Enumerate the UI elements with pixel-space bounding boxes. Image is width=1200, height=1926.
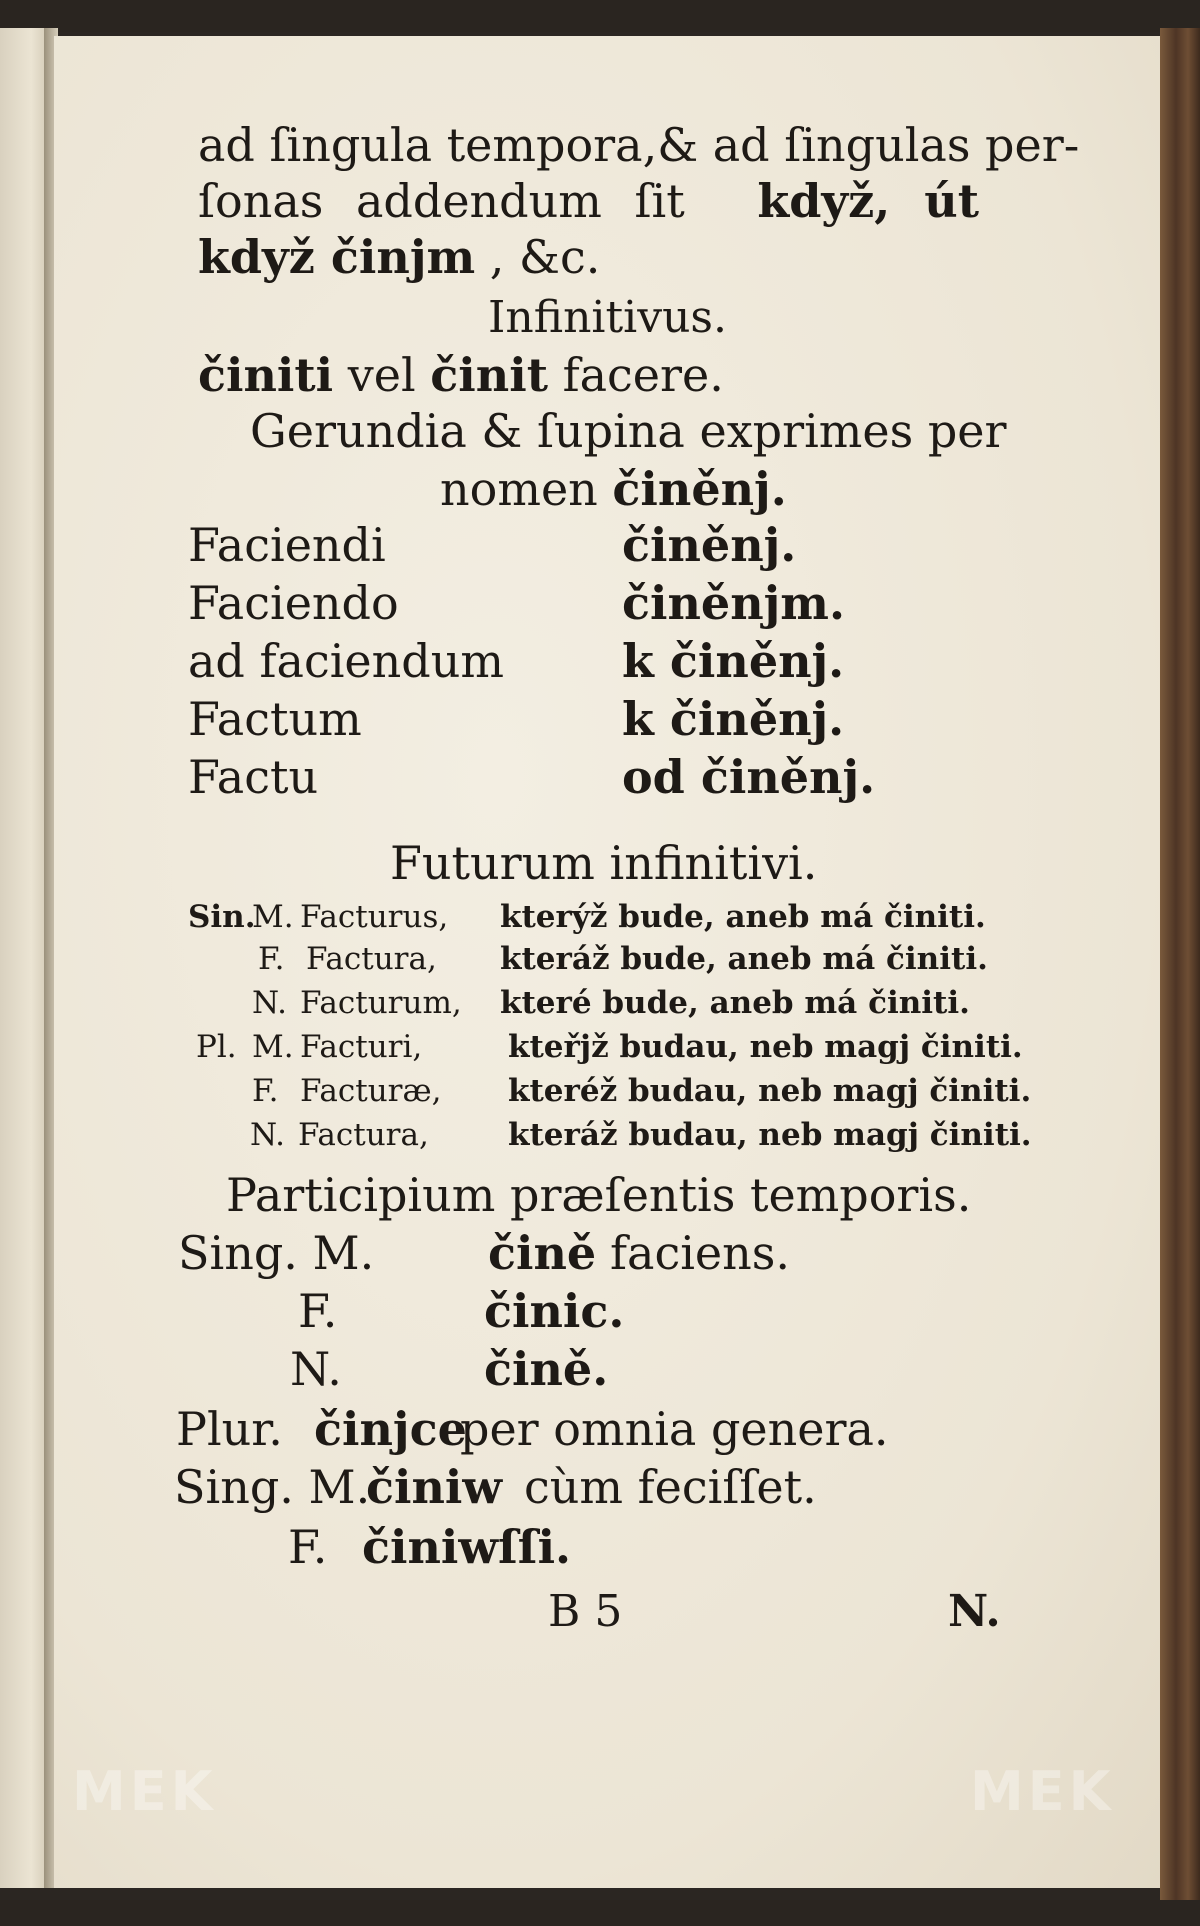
gerund-czech: k činěnj. xyxy=(622,692,845,746)
watermark-right: MEK xyxy=(970,1760,1115,1823)
text-line-5-latin: facere. xyxy=(562,348,724,402)
futurum-latin: Facturæ, xyxy=(300,1073,442,1109)
participium-czech: činjce xyxy=(314,1402,467,1456)
futurum-czech: kteréž budau, neb magj činiti. xyxy=(508,1073,1032,1109)
futurum-gender: M. xyxy=(252,1029,294,1065)
futurum-gender: M. xyxy=(252,899,294,935)
futurum-latin: Factura, xyxy=(306,941,437,977)
text-line-6: Gerundia & ſupina exprimes per xyxy=(250,404,1007,458)
futurum-czech: které bude, aneb má činiti. xyxy=(500,985,970,1021)
heading-infinitivus: Infinitivus. xyxy=(488,292,727,343)
scan-bottom-border xyxy=(0,1900,1200,1926)
book-binding-edge xyxy=(1160,28,1200,1900)
futurum-gender: F. xyxy=(252,1073,279,1109)
watermark-left: MEK xyxy=(72,1760,217,1823)
text-line-5 xyxy=(198,348,724,402)
participium-latin: per omnia genera. xyxy=(460,1402,889,1456)
futurum-number: Pl. xyxy=(196,1029,237,1065)
text-line-5-czech-b: činit xyxy=(430,348,548,402)
text-line-1: ad ſingula tempora,& ad ſingulas per- xyxy=(198,118,1080,172)
gerund-czech: činěnjm. xyxy=(622,576,845,630)
participium-label: Plur. xyxy=(176,1402,283,1456)
futurum-czech: kteráž bude, aneb má činiti. xyxy=(500,941,988,977)
text-line-7 xyxy=(440,462,787,516)
text-line-2-latin: ſonas addendum ſit xyxy=(198,174,685,228)
signature-mark: B 5 xyxy=(548,1586,623,1637)
futurum-czech: kterýž bude, aneb má činiti. xyxy=(500,899,986,935)
gerund-czech: činěnj. xyxy=(622,518,797,572)
text-line-3 xyxy=(198,230,601,284)
text-line-5-czech-a: činiti xyxy=(198,348,334,402)
gerund-latin: Faciendo xyxy=(188,576,399,630)
text-line-7-czech: činěnj. xyxy=(612,462,787,516)
futurum-gender: N. xyxy=(250,1117,285,1153)
text-line-5-vel: vel xyxy=(347,348,416,402)
text-line-3-czech: když činjm xyxy=(198,230,476,284)
catchword: N. xyxy=(948,1586,1001,1637)
text-line-7-latin: nomen xyxy=(440,462,598,516)
gerund-latin: Faciendi xyxy=(188,518,386,572)
participium-label: Sing. M. xyxy=(174,1460,371,1514)
participium-czech: činiwſſi. xyxy=(362,1520,572,1574)
participium-latin: cùm feciſſet. xyxy=(524,1460,817,1514)
participium-label: Sing. M. xyxy=(178,1226,375,1280)
futurum-czech: kteřjž budau, neb magj činiti. xyxy=(508,1029,1023,1065)
participium-latin: faciens. xyxy=(610,1226,791,1280)
futurum-gender: N. xyxy=(252,985,287,1021)
participium-czech: činic. xyxy=(484,1284,625,1338)
futurum-latin: Facturum, xyxy=(300,985,462,1021)
heading-participium: Participium præſentis temporis. xyxy=(226,1168,972,1222)
futurum-czech: kteráž budau, neb magj činiti. xyxy=(508,1117,1032,1153)
participium-czech: činiw xyxy=(366,1460,503,1514)
participium-label: F. xyxy=(298,1284,338,1338)
gerund-czech: od činěnj. xyxy=(622,750,876,804)
gerund-czech: k činěnj. xyxy=(622,634,845,688)
futurum-latin: Factura, xyxy=(298,1117,429,1153)
participium-czech: čině. xyxy=(484,1342,609,1396)
futurum-number: Sin. xyxy=(188,899,256,935)
scan-top-border xyxy=(0,0,1200,32)
gerund-latin: Factu xyxy=(188,750,319,804)
text-line-2 xyxy=(198,174,979,228)
gerund-latin: Factum xyxy=(188,692,362,746)
futurum-gender: F. xyxy=(258,941,285,977)
text-line-3-latin: , &c. xyxy=(489,230,601,284)
participium-czech: čině xyxy=(488,1226,597,1280)
futurum-latin: Facturi, xyxy=(300,1029,423,1065)
participium-label: N. xyxy=(290,1342,342,1396)
heading-futurum-infinitivi: Futurum infinitivi. xyxy=(390,836,818,890)
text-line-2-czech: když, út xyxy=(757,174,979,228)
participium-label: F. xyxy=(288,1520,328,1574)
gerund-latin: ad faciendum xyxy=(188,634,504,688)
futurum-latin: Facturus, xyxy=(300,899,449,935)
